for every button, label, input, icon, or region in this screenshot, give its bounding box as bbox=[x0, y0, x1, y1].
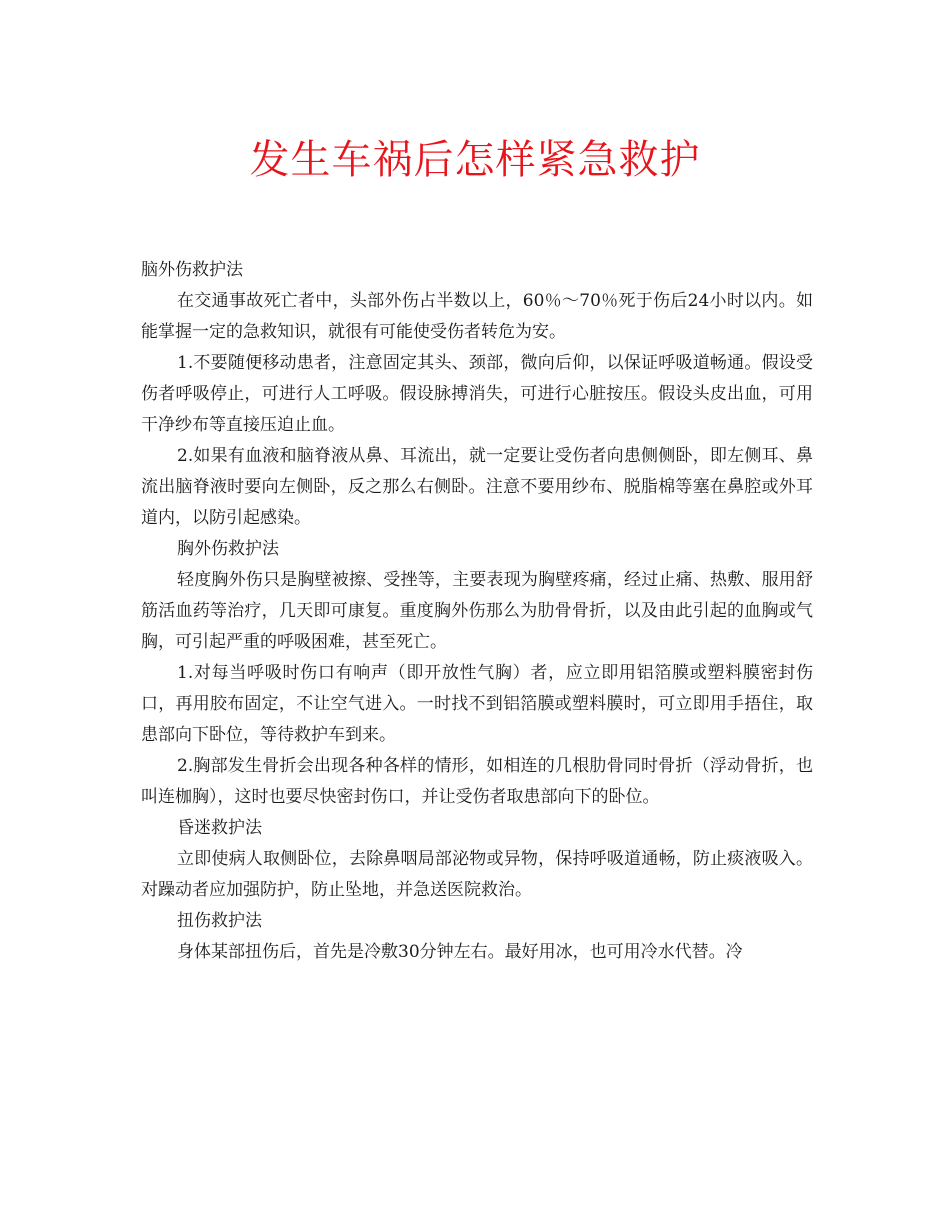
paragraph: 轻度胸外伤只是胸壁被擦、受挫等，主要表现为胸壁疼痛，经过止痛、热敷、服用舒筋活血药等治疗，几天即可康复。重度胸外伤那么为肋骨骨折，以及由此引起的血胸或气胸，可引起严重的呼吸困难，甚至死亡。 bbox=[141, 570, 813, 652]
paragraph: 身体某部扭伤后，首先是冷敷30分钟左右。最好用冰，也可用冷水代替。冷 bbox=[177, 942, 743, 962]
paragraph: 2.胸部发生骨折会出现各种各样的情形，如相连的几根肋骨同时骨折（浮动骨折，也叫连枷胸），这时也要尽快密封伤口，并让受伤者取患部向下的卧位。 bbox=[141, 756, 813, 807]
section-heading-chest-injury: 胸外伤救护法 bbox=[177, 539, 279, 559]
paragraph: 立即使病人取侧卧位，去除鼻咽局部泌物或异物，保持呼吸道通畅，防止痰液吸入。对躁动者应加强防护，防止坠地，并急送医院救治。 bbox=[141, 849, 813, 900]
document-body bbox=[141, 255, 813, 968]
document-title: 发生车祸后怎样紧急救护 bbox=[249, 137, 701, 183]
paragraph: 1.对每当呼吸时伤口有响声（即开放性气胸）者，应立即用铝箔膜或塑料膜密封伤口，再用胶布固定，不让空气进入。一时找不到铝箔膜或塑料膜时，可立即用手捂住，取患部向下卧位，等待救护车到来。 bbox=[141, 663, 813, 745]
paragraph: 在交通事故死亡者中，头部外伤占半数以上，60％～70％死于伤后24小时以内。如能掌握一定的急救知识，就很有可能使受伤者转危为安。 bbox=[141, 291, 813, 342]
section-heading-sprain: 扭伤救护法 bbox=[177, 911, 262, 931]
section-heading-coma: 昏迷救护法 bbox=[177, 818, 262, 838]
section-heading-brain-injury: 脑外伤救护法 bbox=[141, 260, 243, 280]
paragraph: 1.不要随便移动患者，注意固定其头、颈部，微向后仰，以保证呼吸道畅通。假设受伤者呼吸停止，可进行人工呼吸。假设脉搏消失，可进行心脏按压。假设头皮出血，可用干净纱布等直接压迫止血。 bbox=[141, 353, 813, 435]
paragraph: 2.如果有血液和脑脊液从鼻、耳流出，就一定要让受伤者向患侧侧卧，即左侧耳、鼻流出脑脊液时要向左侧卧，反之那么右侧卧。注意不要用纱布、脱脂棉等塞在鼻腔或外耳道内，以防引起感染。 bbox=[141, 446, 813, 528]
